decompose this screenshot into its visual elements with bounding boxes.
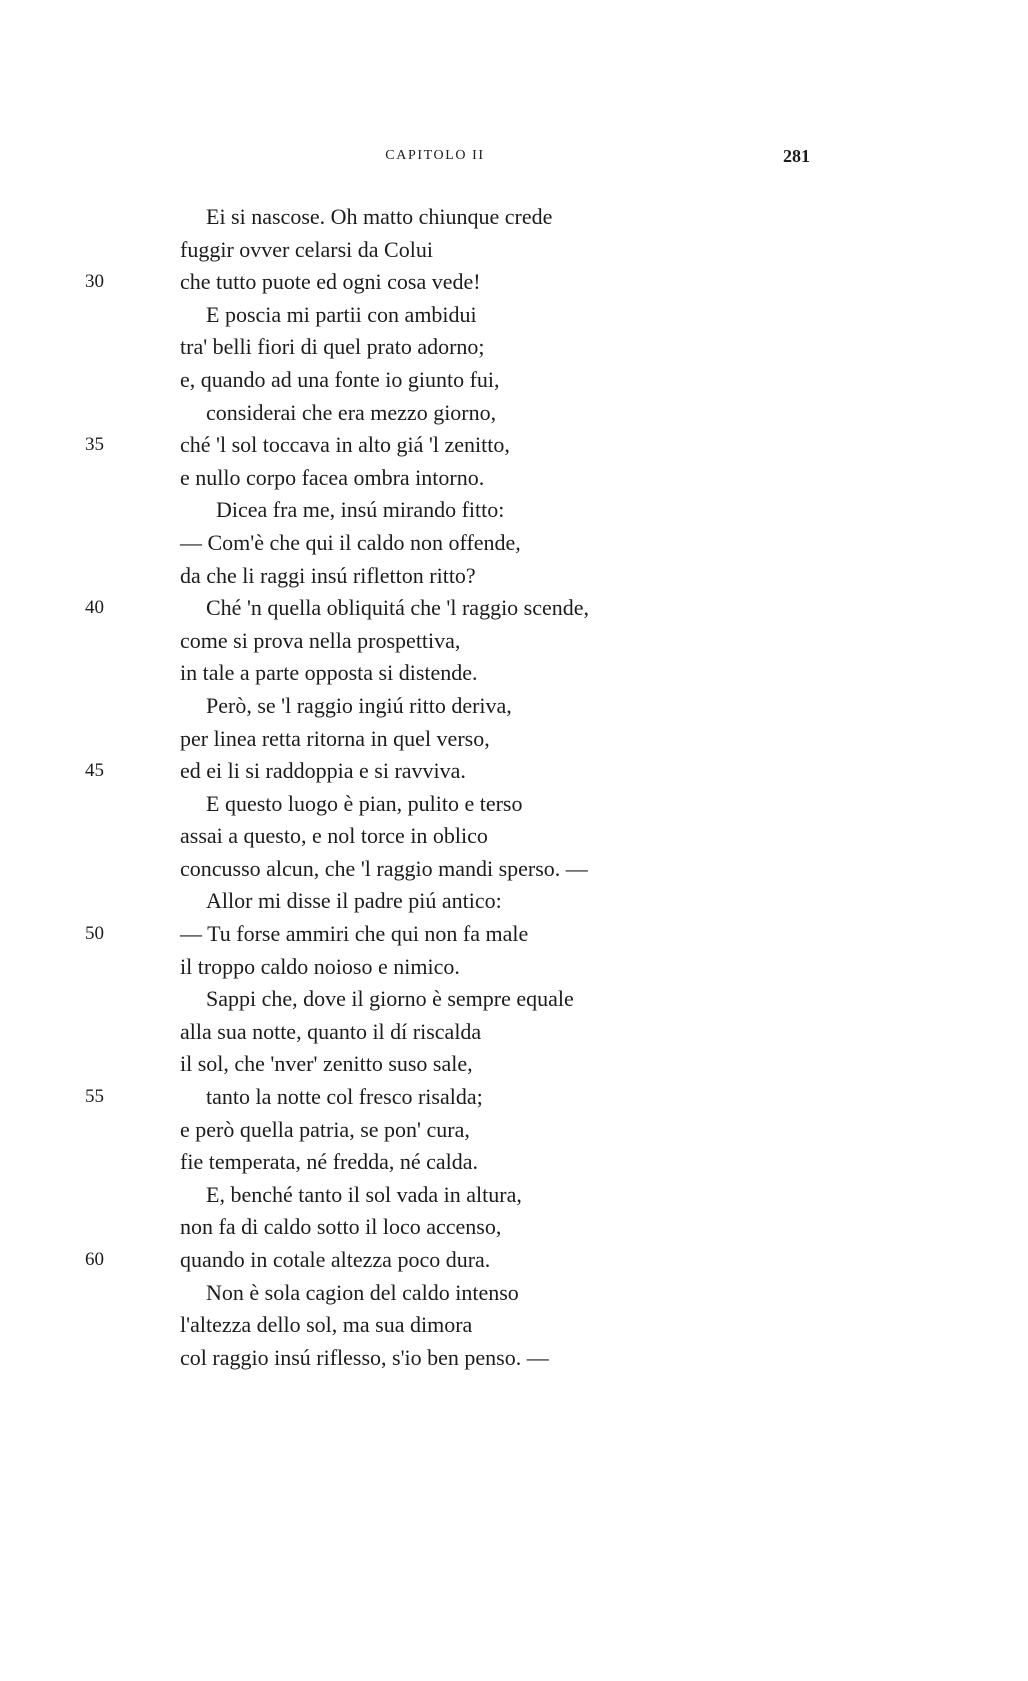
verse-line [0, 1114, 1028, 1147]
verse-text: fuggir ovver celarsi da Colui [180, 236, 433, 262]
verse-line [0, 755, 1028, 788]
verse-text: per linea retta ritorna in quel verso, [180, 725, 490, 751]
verse-line [0, 1179, 1028, 1212]
verse-text: l'altezza dello sol, ma sua dimora [180, 1312, 473, 1338]
verse-line [0, 1016, 1028, 1049]
verse-text: Non è sola cagion del caldo intenso [206, 1279, 519, 1305]
verse-line [0, 592, 1028, 625]
verse-line [0, 560, 1028, 593]
verse-line [0, 234, 1028, 267]
verse-line [0, 625, 1028, 658]
verse-text: che tutto puote ed ogni cosa vede! [180, 269, 481, 295]
verse-line [0, 918, 1028, 951]
line-number: 50 [85, 923, 104, 945]
verse-text: col raggio insú riflesso, s'io ben penso. — [180, 1344, 549, 1370]
poem-text [0, 201, 1028, 1374]
verse-text: il sol, che 'nver' zenitto suso sale, [180, 1051, 473, 1077]
verse-text: Ei si nascose. Oh matto chiunque crede [206, 204, 553, 229]
verse-line [0, 429, 1028, 462]
verse-line [0, 494, 1028, 527]
verse-text: Dicea fra me, insú mirando fitto: [216, 497, 505, 523]
verse-line [0, 397, 1028, 430]
verse-line [0, 331, 1028, 364]
verse-line [0, 1277, 1028, 1310]
verse-line [0, 885, 1028, 918]
verse-text: tra' belli fiori di quel prato adorno; [180, 334, 485, 360]
verse-text: e, quando ad una fonte io giunto fui, [180, 366, 500, 392]
verse-text: ed ei li si raddoppia e si ravviva. [180, 758, 466, 784]
verse-line [0, 723, 1028, 756]
verse-text: — Com'è che qui il caldo non offende, [180, 529, 521, 555]
verse-line [0, 1309, 1028, 1342]
verse-line [0, 364, 1028, 397]
verse-line [0, 1211, 1028, 1244]
verse-text: fie temperata, né fredda, né calda. [180, 1149, 479, 1175]
verse-text: quando in cotale altezza poco dura. [180, 1247, 491, 1272]
verse-line [0, 657, 1028, 690]
chapter-title: CAPITOLO II [385, 148, 485, 163]
verse-text: Sappi che, dove il giorno è sempre equale [206, 986, 574, 1012]
verse-text: e nullo corpo facea ombra intorno. [180, 464, 485, 490]
running-head [170, 148, 810, 172]
verse-line [0, 1342, 1028, 1375]
verse-line [0, 853, 1028, 886]
verse-text: considerai che era mezzo giorno, [206, 399, 497, 425]
verse-text: e però quella patria, se pon' cura, [180, 1116, 470, 1142]
verse-text: come si prova nella prospettiva, [180, 627, 461, 653]
verse-line [0, 951, 1028, 984]
verse-line [0, 299, 1028, 332]
verse-text: ché 'l sol toccava in alto giá 'l zenitto, [180, 432, 510, 458]
verse-text: E questo luogo è pian, pulito e terso [206, 790, 523, 816]
verse-text: tanto la notte col fresco risalda; [206, 1084, 483, 1110]
verse-line [0, 788, 1028, 821]
line-number: 55 [85, 1086, 104, 1108]
verse-text: E poscia mi partii con ambidui [206, 301, 477, 327]
verse-text: in tale a parte opposta si distende. [180, 660, 478, 686]
line-number: 35 [85, 434, 104, 456]
verse-line [0, 201, 1028, 234]
verse-text: Ché 'n quella obliquitá che 'l raggio scende, [206, 595, 590, 621]
verse-text: Allor mi disse il padre piú antico: [206, 888, 502, 914]
verse-line [0, 983, 1028, 1016]
verse-text: il troppo caldo noioso e nimico. [180, 953, 460, 979]
verse-text: da che li raggi insú rifletton ritto? [180, 562, 476, 588]
verse-line [0, 1244, 1028, 1277]
verse-text: E, benché tanto il sol vada in altura, [206, 1181, 522, 1207]
verse-text: alla sua notte, quanto il dí riscalda [180, 1018, 482, 1044]
line-number: 30 [85, 271, 104, 293]
verse-text: assai a questo, e nol torce in oblico [180, 823, 488, 849]
verse-line [0, 266, 1028, 299]
verse-text: — Tu forse ammiri che qui non fa male [180, 921, 529, 947]
verse-line [0, 690, 1028, 723]
verse-text: concusso alcun, che 'l raggio mandi sperso. — [180, 855, 588, 881]
line-number: 60 [85, 1249, 104, 1270]
verse-text: non fa di caldo sotto il loco accenso, [180, 1214, 502, 1240]
line-number: 45 [85, 760, 104, 782]
verse-line [0, 462, 1028, 495]
page-number: 281 [783, 146, 810, 166]
line-number: 40 [85, 597, 104, 619]
verse-line [0, 820, 1028, 853]
verse-line [0, 1146, 1028, 1179]
verse-line [0, 1081, 1028, 1114]
verse-line [0, 1048, 1028, 1081]
verse-text: Però, se 'l raggio ingiú ritto deriva, [206, 692, 512, 718]
verse-line [0, 527, 1028, 560]
